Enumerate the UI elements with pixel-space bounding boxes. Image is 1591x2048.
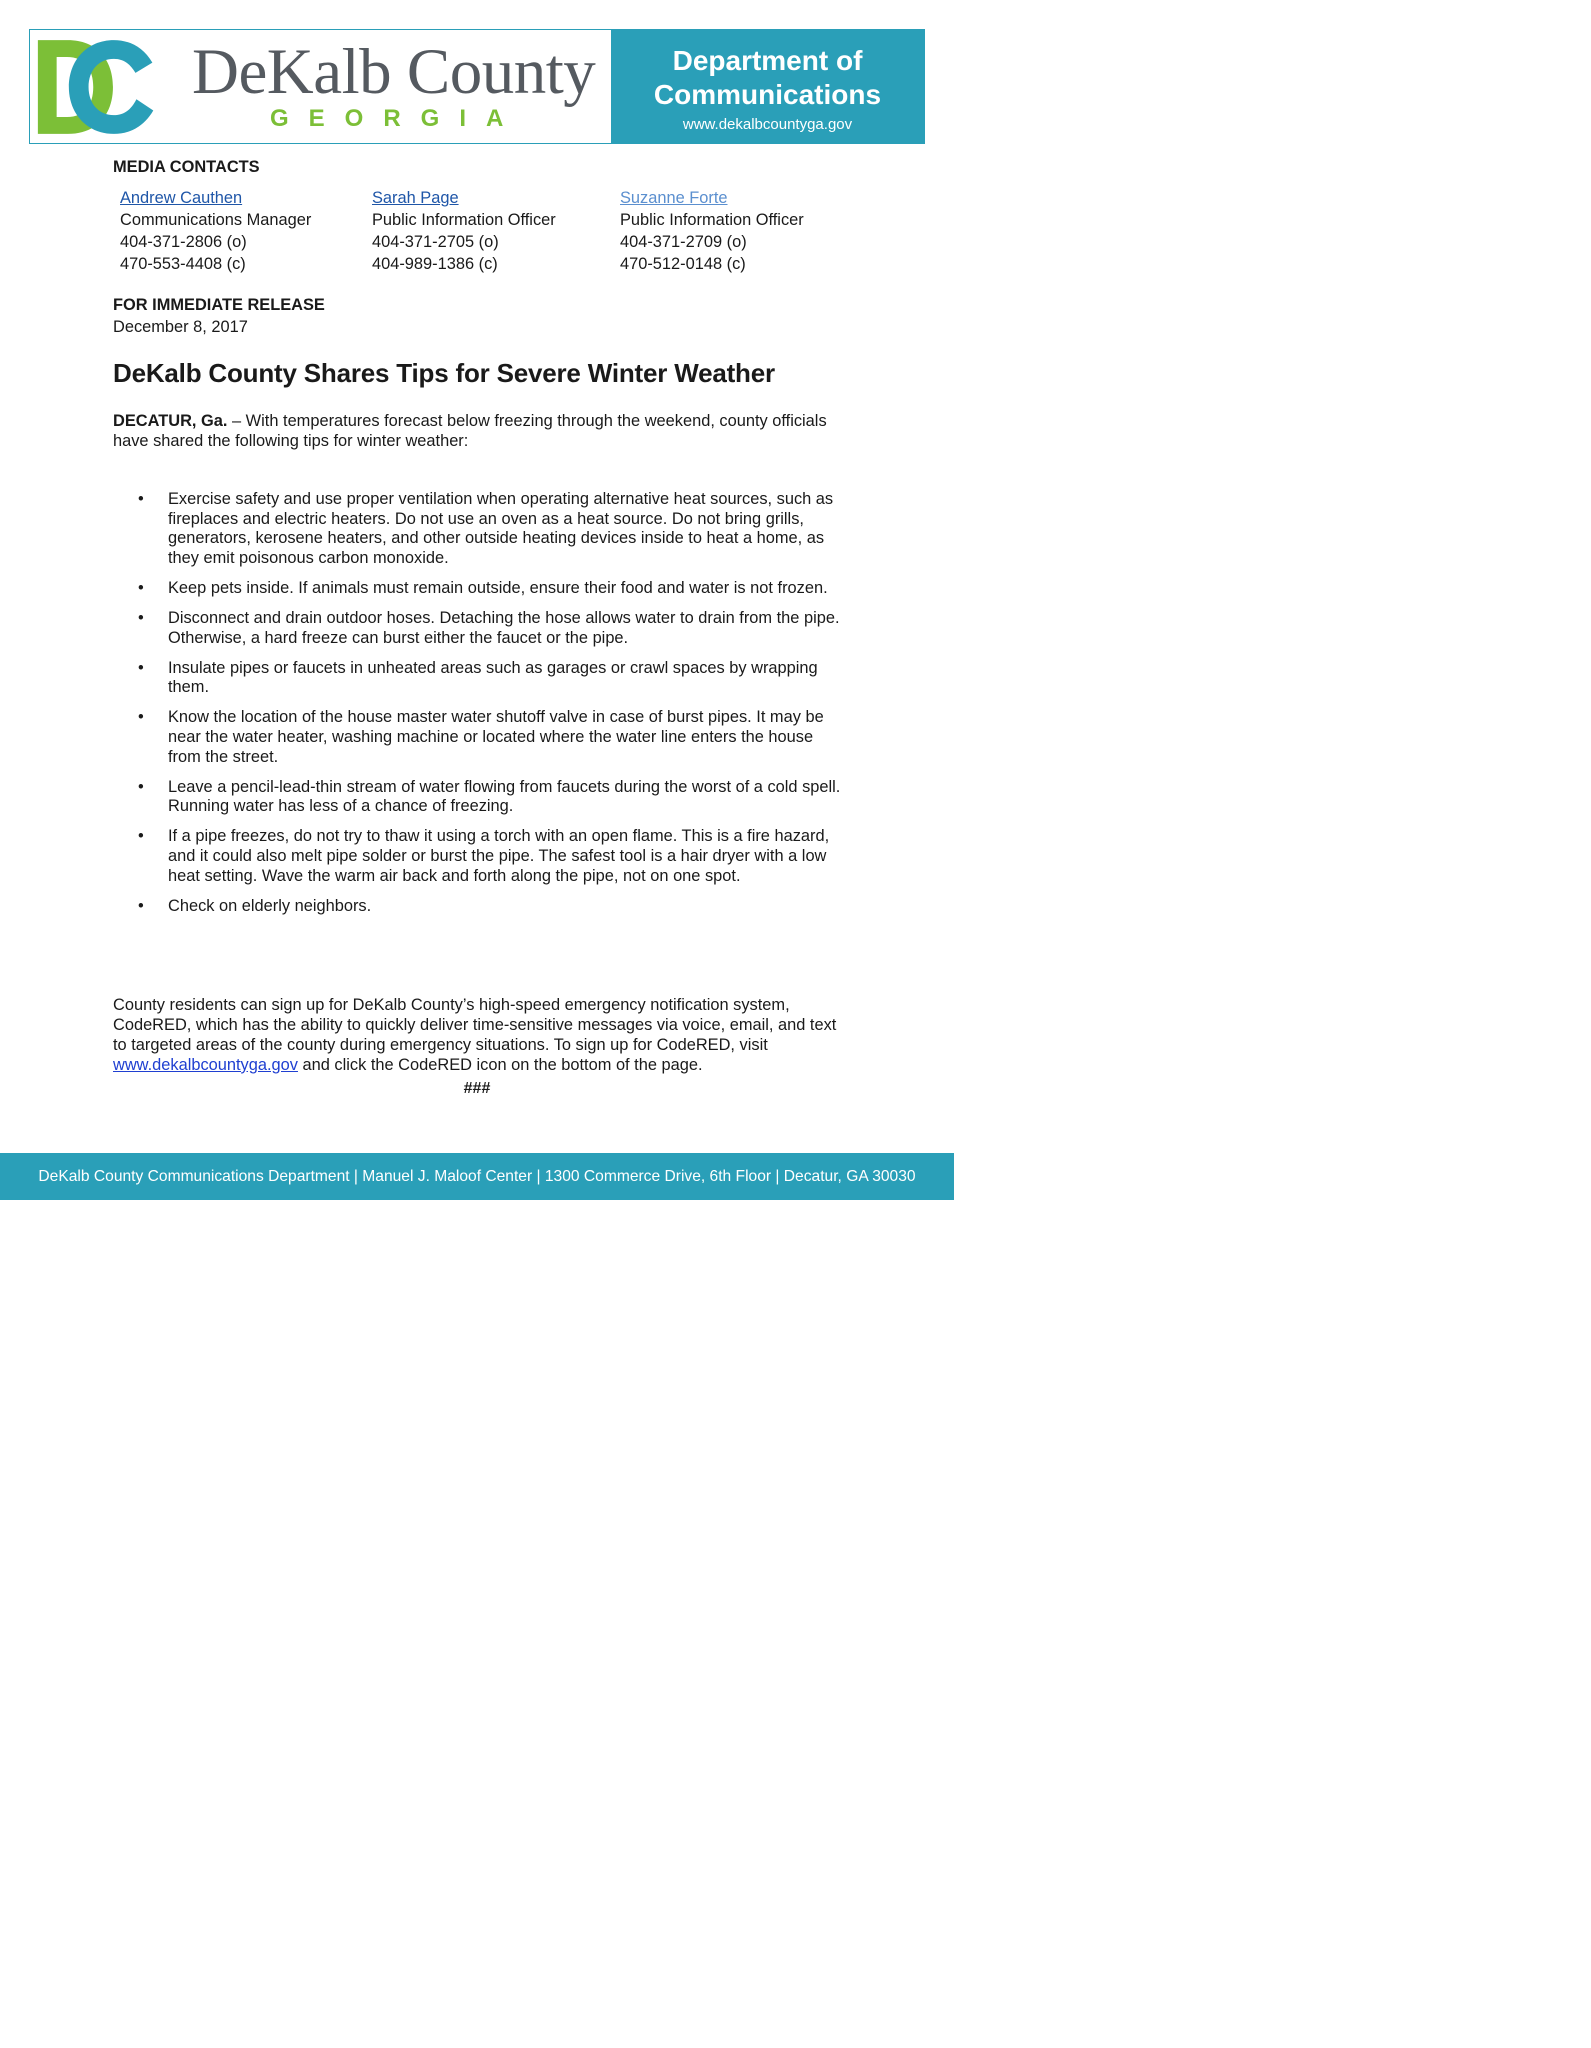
release-date: December 8, 2017 — [113, 318, 248, 336]
contact-title: Public Information Officer — [372, 211, 556, 229]
website-link[interactable]: www.dekalbcountyga.gov — [113, 1056, 298, 1074]
winter-tips-list — [138, 490, 850, 927]
contact-cell-phone: 404-989-1386 (c) — [372, 255, 498, 273]
contact-card-page — [372, 187, 556, 275]
media-contacts-heading: MEDIA CONTACTS — [113, 158, 260, 176]
contact-office-phone: 404-371-2806 (o) — [120, 233, 247, 251]
end-mark: ### — [463, 1080, 491, 1097]
contact-card-cauthen — [120, 187, 311, 275]
contact-name-link[interactable]: Sarah Page — [372, 189, 459, 207]
department-panel — [611, 30, 924, 143]
intro-paragraph — [113, 411, 828, 451]
contact-cell-phone: 470-512-0148 (c) — [620, 255, 746, 273]
list-item: • Check on elderly neighbors. — [138, 897, 850, 917]
press-release-headline: DeKalb County Shares Tips for Severe Winter Weather — [113, 358, 775, 388]
closing-paragraph — [113, 995, 853, 1075]
intro-text: – With temperatures forecast below freezing through the weekend, county officials have shared the following tips for winter weather: — [113, 412, 827, 450]
list-item: • Insulate pipes or faucets in unheated areas such as garages or crawl spaces by wrapping them. — [138, 659, 850, 698]
contact-office-phone: 404-371-2709 (o) — [620, 233, 747, 251]
contact-title: Public Information Officer — [620, 211, 804, 229]
closing-text-end: and click the CodeRED icon on the bottom of the page. — [297, 1056, 703, 1074]
county-name: DeKalb County — [192, 36, 596, 108]
contact-title: Communications Manager — [120, 211, 312, 229]
department-title-line2: Communications — [653, 79, 882, 110]
footer-bar: DeKalb County Communications Department | Manuel J. Maloof Center | 1300 Commerce Drive, 6th Floor | Decatur, GA 30030 — [0, 1153, 954, 1200]
state-name: GEORGIA — [270, 105, 524, 132]
contact-name-link[interactable]: Suzanne Forte — [620, 189, 728, 207]
contact-name-link[interactable]: Andrew Cauthen — [120, 189, 243, 207]
contact-cell-phone: 470-553-4408 (c) — [120, 255, 246, 273]
list-item: • Disconnect and drain outdoor hoses. Detaching the hose allows water to drain from the pipe. Otherwise, a hard freeze can burst either the faucet or the pipe. — [138, 609, 850, 648]
list-item: • Leave a pencil-lead-thin stream of water flowing from faucets during the worst of a cold spell. Running water has less of a chance of freezing. — [138, 778, 850, 817]
list-item: • Know the location of the house master water shutoff valve in case of burst pipes. It may be near the water heater, washing machine or located where the water line enters the house from the street. — [138, 708, 850, 767]
letterhead-banner — [29, 29, 925, 144]
list-item: • Exercise safety and use proper ventilation when operating alternative heat sources, such as fireplaces and electric heaters. Do not use an oven as a heat source. Do not bring grills, generators, kerosene heaters, and other outside heating devices inside to heat a home, as they emit poisonous carbon monoxide. — [138, 490, 850, 568]
list-item: • If a pipe freezes, do not try to thaw it using a torch with an open flame. This is a fire hazard, and it could also melt pipe solder or burst the pipe. The safest tool is a hair dryer with a low heat setting. Wave the warm air back and forth along the pipe, not on one spot. — [138, 827, 850, 886]
release-label: FOR IMMEDIATE RELEASE — [113, 296, 325, 314]
list-item: • Keep pets inside. If animals must remain outside, ensure their food and water is not frozen. — [138, 579, 850, 599]
department-url: www.dekalbcountyga.gov — [682, 116, 853, 133]
dekalb-dc-logo — [36, 36, 158, 138]
closing-text: County residents can sign up for DeKalb County’s high-speed emergency notification system, CodeRED, which has the ability to quickly deliver time-sensitive messages via voice, email, and text to targeted areas of the county during emergency situations. To sign up for CodeRED, visit — [113, 996, 837, 1054]
dateline: DECATUR, Ga. — [113, 412, 228, 430]
department-title-line1: Department of — [672, 45, 863, 76]
contact-office-phone: 404-371-2705 (o) — [372, 233, 499, 251]
contact-card-forte — [620, 187, 804, 275]
